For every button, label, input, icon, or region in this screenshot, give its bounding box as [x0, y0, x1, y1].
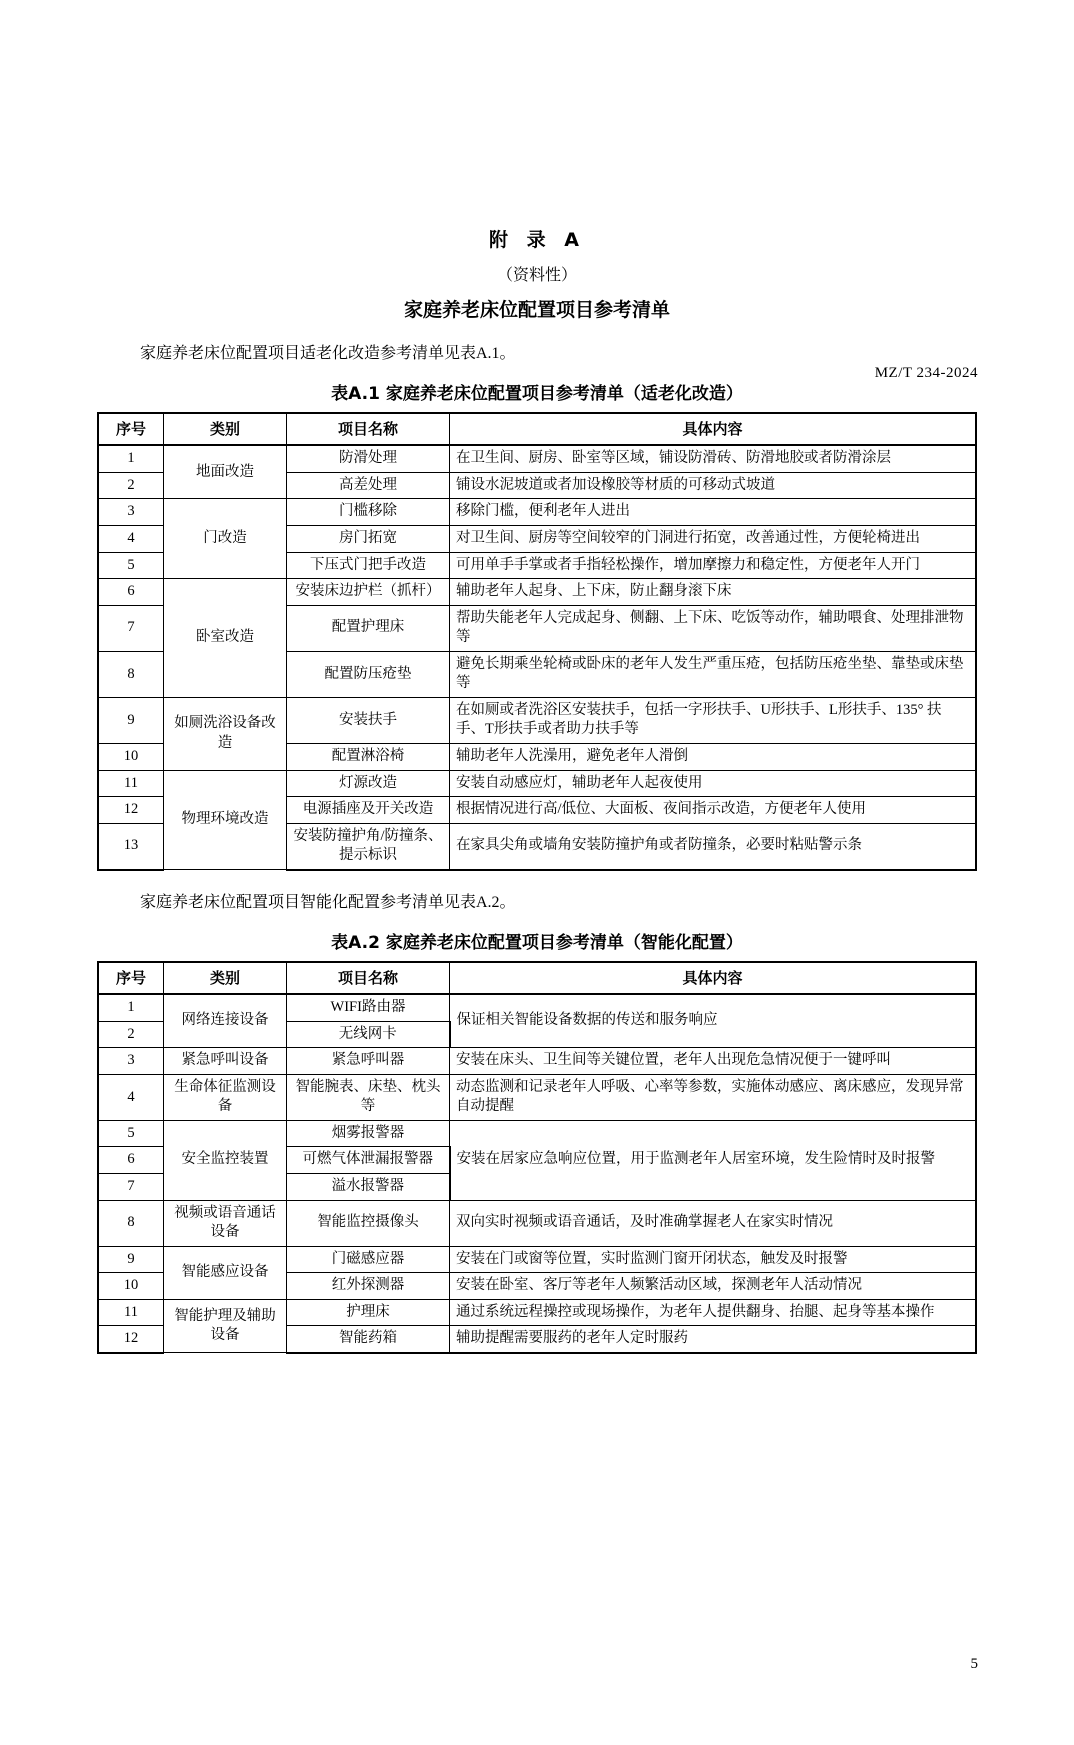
table-row — [98, 1200, 976, 1246]
cell-desc: 在如厕或者洗浴区安装扶手，包括一字形扶手、U形扶手、L形扶手、135° 扶手、T形扶手或者助力扶手等 — [450, 697, 977, 743]
cell-item: 红外探测器 — [287, 1273, 450, 1300]
cell-category: 如厕洗浴设备改造 — [164, 697, 287, 770]
table-a2-caption: 表A.2 家庭养老床位配置项目参考清单（智能化配置） — [331, 932, 743, 953]
cell-num: 12 — [98, 797, 164, 824]
cell-item: 电源插座及开关改造 — [287, 797, 450, 824]
cell-item: 烟雾报警器 — [287, 1120, 450, 1147]
cell-desc: 辅助提醒需要服药的老年人定时服药 — [450, 1326, 977, 1353]
cell-desc: 帮助失能老年人完成起身、侧翻、上下床、吃饭等动作，辅助喂食、处理排泄物等 — [450, 605, 977, 651]
table-row — [98, 1120, 976, 1147]
table-a2-header-row — [98, 962, 976, 994]
cell-item: 门磁感应器 — [287, 1246, 450, 1273]
cell-desc: 动态监测和记录老年人呼吸、心率等参数，实施体动感应、离床感应，发现异常自动提醒 — [450, 1074, 977, 1120]
cell-num: 11 — [98, 770, 164, 797]
table-a1-header-row — [98, 413, 976, 445]
table-row — [98, 770, 976, 797]
cell-desc: 在卫生间、厨房、卧室等区域，铺设防滑砖、防滑地胶或者防滑涂层 — [450, 445, 977, 472]
cell-item: 无线网卡 — [287, 1021, 450, 1048]
cell-desc: 保证相关智能设备数据的传送和服务响应 — [450, 994, 977, 1048]
cell-num: 9 — [98, 697, 164, 743]
cell-item: 智能监控摄像头 — [287, 1200, 450, 1246]
cell-num: 10 — [98, 744, 164, 771]
cell-num: 3 — [98, 499, 164, 526]
cell-desc: 辅助老年人洗澡用，避免老年人滑倒 — [450, 744, 977, 771]
cell-desc: 安装在门或窗等位置，实时监测门窗开闭状态，触发及时报警 — [450, 1246, 977, 1273]
cell-desc: 通过系统远程操控或现场操作，为老年人提供翻身、抬腿、起身等基本操作 — [450, 1299, 977, 1326]
cell-item: 配置淋浴椅 — [287, 744, 450, 771]
table-a2-col-item: 项目名称 — [287, 962, 450, 994]
cell-num: 4 — [98, 525, 164, 552]
cell-desc: 对卫生间、厨房等空间较窄的门洞进行拓宽，改善通过性，方便轮椅进出 — [450, 525, 977, 552]
annex-subtitle: （资料性） — [496, 265, 577, 284]
cell-num: 9 — [98, 1246, 164, 1273]
document-page — [0, 225, 1074, 1745]
cell-desc: 根据情况进行高/低位、大面板、夜间指示改造，方便老年人使用 — [450, 797, 977, 824]
cell-desc: 双向实时视频或语音通话，及时准确掌握老人在家实时情况 — [450, 1200, 977, 1246]
cell-category: 物理环境改造 — [164, 770, 287, 870]
cell-item: 溢水报警器 — [287, 1174, 450, 1201]
cell-category: 安全监控装置 — [164, 1120, 287, 1200]
table-a1-col-desc: 具体内容 — [450, 413, 977, 445]
cell-num: 8 — [98, 651, 164, 697]
cell-item: 安装扶手 — [287, 697, 450, 743]
table-row — [98, 1299, 976, 1326]
cell-num: 4 — [98, 1074, 164, 1120]
cell-item: 门槛移除 — [287, 499, 450, 526]
cell-desc: 可用单手手掌或者手指轻松操作，增加摩擦力和稳定性，方便老年人开门 — [450, 552, 977, 579]
table-a1-col-item: 项目名称 — [287, 413, 450, 445]
cell-desc: 安装在居家应急响应位置，用于监测老年人居室环境，发生险情时及时报警 — [450, 1120, 977, 1200]
cell-item: 灯源改造 — [287, 770, 450, 797]
cell-item: 高差处理 — [287, 472, 450, 499]
table-row — [98, 697, 976, 743]
cell-num: 10 — [98, 1273, 164, 1300]
cell-num: 7 — [98, 1174, 164, 1201]
table-row — [98, 1074, 976, 1120]
cell-desc: 在家具尖角或墙角安装防撞护角或者防撞条，必要时粘贴警示条 — [450, 823, 977, 870]
table-a2-col-category: 类别 — [164, 962, 287, 994]
cell-category: 紧急呼叫设备 — [164, 1048, 287, 1075]
cell-category: 智能感应设备 — [164, 1246, 287, 1299]
table-a2 — [97, 961, 977, 1354]
cell-num: 8 — [98, 1200, 164, 1246]
cell-category: 视频或语音通话设备 — [164, 1200, 287, 1246]
cell-num: 2 — [98, 1021, 164, 1048]
cell-desc: 铺设水泥坡道或者加设橡胶等材质的可移动式坡道 — [450, 472, 977, 499]
cell-item: 可燃气体泄漏报警器 — [287, 1147, 450, 1174]
cell-item: 下压式门把手改造 — [287, 552, 450, 579]
cell-desc: 移除门槛，便利老年人进出 — [450, 499, 977, 526]
cell-category: 门改造 — [164, 499, 287, 579]
cell-num: 11 — [98, 1299, 164, 1326]
cell-item: 配置防压疮垫 — [287, 651, 450, 697]
paragraph-intro-2: 家庭养老床位配置项目智能化配置参考清单见表A.2。 — [140, 893, 516, 911]
table-a2-col-desc: 具体内容 — [450, 962, 977, 994]
table-row — [98, 499, 976, 526]
cell-num: 6 — [98, 1147, 164, 1174]
cell-item: 护理床 — [287, 1299, 450, 1326]
table-a1-col-category: 类别 — [164, 413, 287, 445]
cell-category: 智能护理及辅助设备 — [164, 1299, 287, 1353]
cell-num: 5 — [98, 1120, 164, 1147]
cell-item: 智能药箱 — [287, 1326, 450, 1353]
cell-category: 卧室改造 — [164, 579, 287, 698]
table-a2-col-num: 序号 — [98, 962, 164, 994]
table-a1 — [97, 412, 977, 871]
table-row — [98, 1246, 976, 1273]
cell-num: 1 — [98, 445, 164, 472]
page-header-standard-code: MZ/T 234-2024 — [874, 365, 978, 381]
cell-num: 12 — [98, 1326, 164, 1353]
table-row — [98, 1048, 976, 1075]
cell-item: 配置护理床 — [287, 605, 450, 651]
page-number: 5 — [970, 1656, 978, 1672]
cell-num: 2 — [98, 472, 164, 499]
cell-category: 生命体征监测设备 — [164, 1074, 287, 1120]
cell-desc: 安装在床头、卫生间等关键位置，老年人出现危急情况便于一键呼叫 — [450, 1048, 977, 1075]
cell-item: 安装床边护栏（抓杆） — [287, 579, 450, 606]
cell-num: 13 — [98, 823, 164, 870]
cell-num: 5 — [98, 552, 164, 579]
table-row — [98, 994, 976, 1021]
table-row — [98, 579, 976, 606]
cell-item: 智能腕表、床垫、枕头等 — [287, 1074, 450, 1120]
annex-name: 家庭养老床位配置项目参考清单 — [403, 299, 670, 321]
table-a1-col-num: 序号 — [98, 413, 164, 445]
cell-num: 7 — [98, 605, 164, 651]
cell-num: 1 — [98, 994, 164, 1021]
cell-desc: 辅助老年人起身、上下床，防止翻身滚下床 — [450, 579, 977, 606]
cell-num: 3 — [98, 1048, 164, 1075]
table-row — [98, 445, 976, 472]
cell-category: 网络连接设备 — [164, 994, 287, 1048]
cell-desc: 安装在卧室、客厅等老年人频繁活动区域，探测老年人活动情况 — [450, 1273, 977, 1300]
annex-title: 附 录 A — [489, 229, 585, 251]
cell-item: 安装防撞护角/防撞条、提示标识 — [287, 823, 450, 870]
cell-num: 6 — [98, 579, 164, 606]
cell-item: WIFI路由器 — [287, 994, 450, 1021]
cell-desc: 避免长期乘坐轮椅或卧床的老年人发生严重压疮，包括防压疮坐垫、靠垫或床垫等 — [450, 651, 977, 697]
cell-category: 地面改造 — [164, 445, 287, 499]
cell-item: 紧急呼叫器 — [287, 1048, 450, 1075]
cell-item: 房门拓宽 — [287, 525, 450, 552]
paragraph-intro-1: 家庭养老床位配置项目适老化改造参考清单见表A.1。 — [140, 345, 516, 362]
cell-item: 防滑处理 — [287, 445, 450, 472]
table-a1-caption: 表A.1 家庭养老床位配置项目参考清单（适老化改造） — [331, 384, 743, 404]
cell-desc: 安装自动感应灯，辅助老年人起夜使用 — [450, 770, 977, 797]
